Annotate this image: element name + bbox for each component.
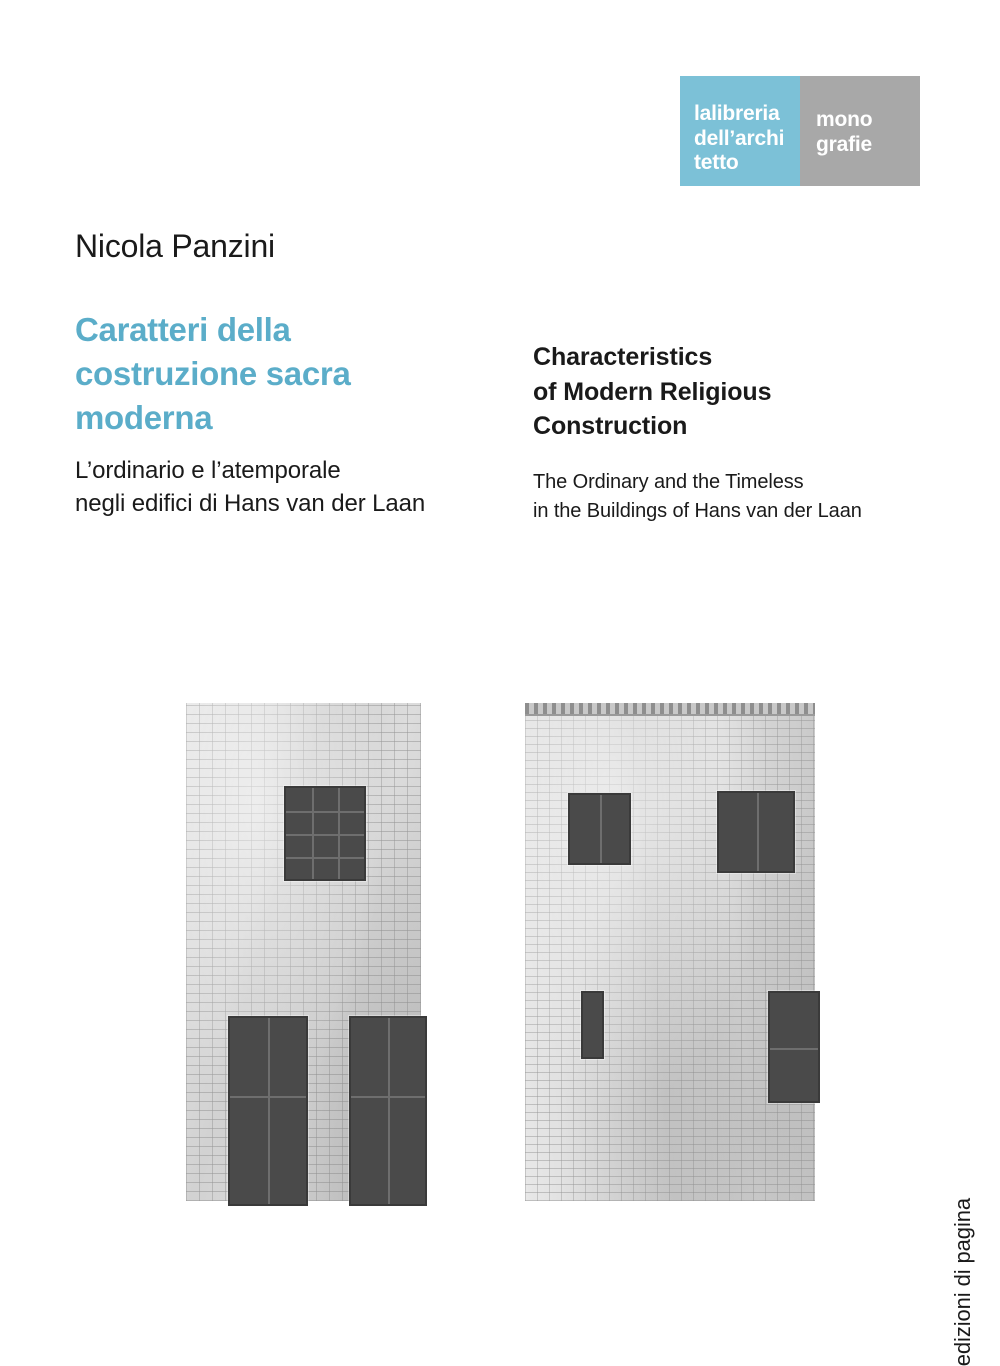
window-lower-right	[349, 1016, 427, 1206]
window-upper	[284, 786, 366, 881]
subtitle-it-line-1: L’ordinario e l’atemporale	[75, 456, 341, 484]
title-block-english	[533, 340, 953, 526]
series-line-1: mono	[816, 108, 873, 131]
title-it-line-3: moderna	[75, 398, 213, 436]
masonry-texture	[525, 703, 815, 1201]
subtitle-english	[533, 468, 953, 526]
window-lower-left	[228, 1016, 308, 1206]
window-upper-left	[568, 793, 631, 865]
page-title-italian	[75, 308, 495, 440]
title-en-line-3: Construction	[533, 412, 688, 440]
publisher-name: edizioni di pagina	[950, 1198, 975, 1366]
series-badge	[800, 76, 920, 186]
facade-photo-right	[525, 703, 815, 1201]
title-it-line-2: costruzione sacra	[75, 354, 351, 392]
facade-photo-left	[186, 703, 421, 1201]
title-it-line-1: Caratteri della	[75, 311, 291, 348]
subtitle-en-line-1: The Ordinary and the Timeless	[533, 470, 804, 493]
imprint-line-1: lalibreria	[694, 102, 780, 125]
subtitle-en-line-2: in the Buildings of Hans van der Laan	[533, 499, 862, 522]
window-lower-right	[768, 991, 820, 1103]
author-name: Nicola Panzini	[75, 228, 275, 264]
imprint-line-2: dell’archi	[694, 126, 785, 150]
corrugated-roof-edge	[525, 703, 815, 716]
publisher-badge	[680, 76, 920, 186]
page-title-english	[533, 340, 953, 444]
subtitle-italian	[75, 454, 495, 520]
subtitle-it-line-2: negli edifici di Hans van der Laan	[75, 489, 426, 517]
imprint-badge	[680, 76, 800, 186]
title-en-line-1: Characteristics	[533, 343, 713, 371]
series-line-2: grafie	[816, 132, 872, 156]
window-upper-right	[717, 791, 795, 873]
title-block-italian	[75, 308, 495, 520]
window-slot-narrow	[581, 991, 604, 1059]
imprint-line-3: tetto	[694, 151, 739, 175]
title-en-line-2: of Modern Religious	[533, 377, 772, 406]
